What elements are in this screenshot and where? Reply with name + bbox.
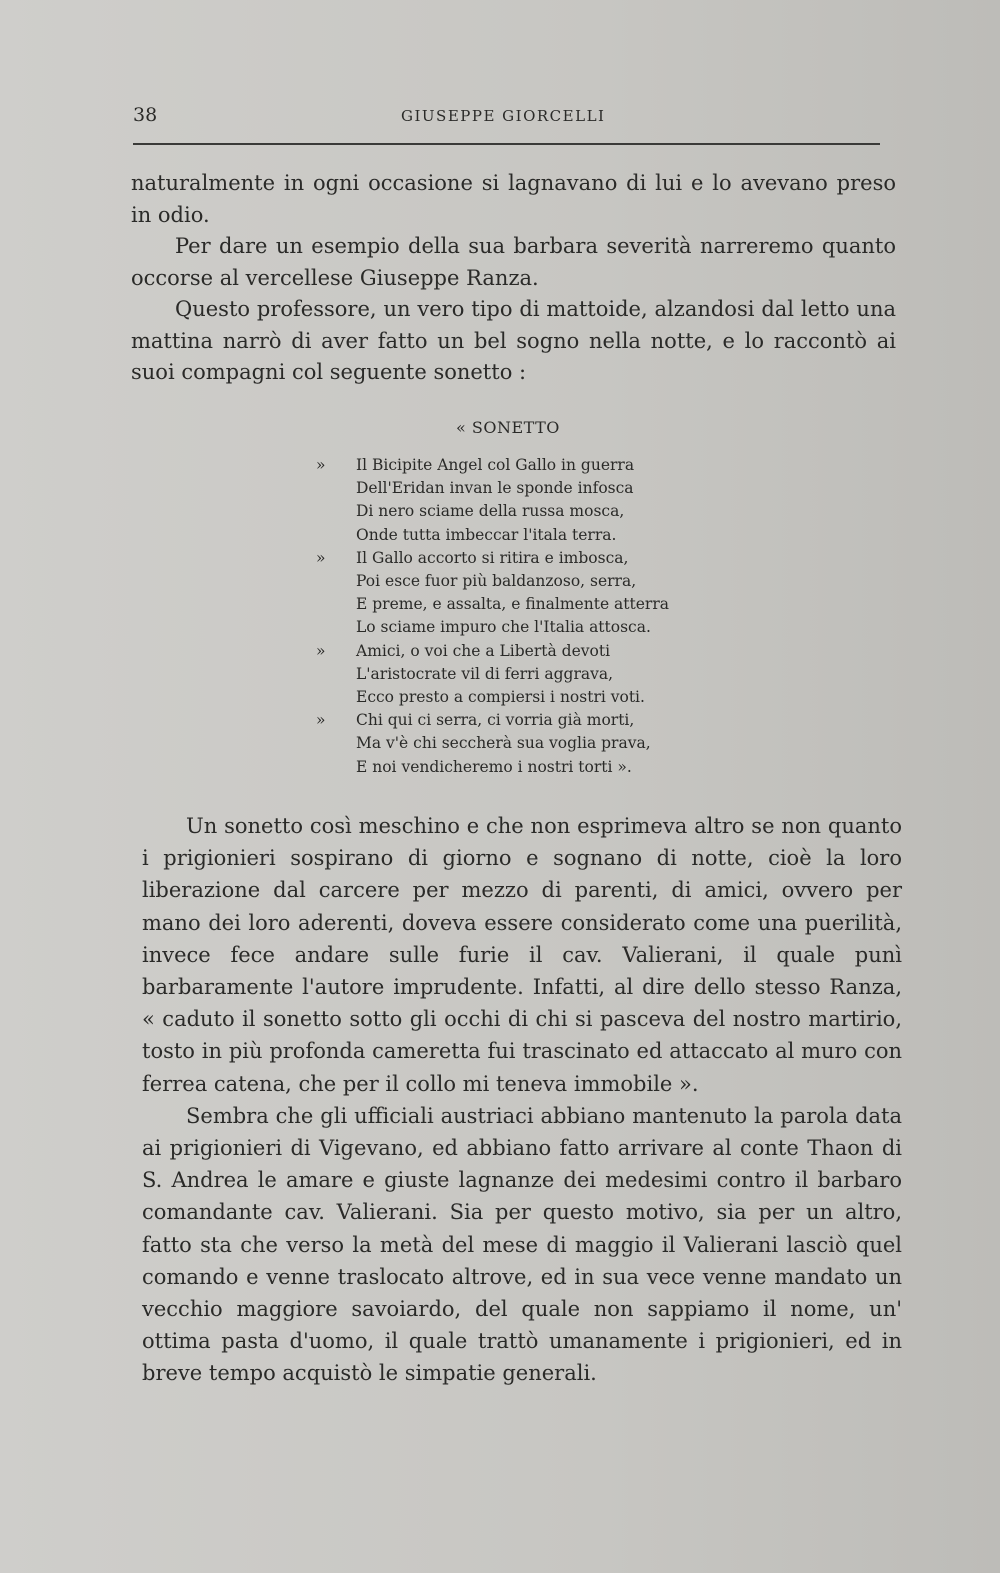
- page-number: 38: [133, 104, 158, 126]
- sonnet-line: [316, 593, 736, 616]
- prose-top: [131, 168, 896, 389]
- sonnet-line: [316, 477, 736, 500]
- paragraph: Sembra che gli ufficiali austriaci abbiano mantenuto la parola data ai prigionieri di Vigevano, ed abbiano fatto arrivare al conte Thaon di S. Andrea le amare e giuste lagnanze dei medesimi contro il barbaro comandante cav. Valierani. Sia per questo motivo, sia per un altro, fatto sta che verso la metà del mese di maggio il Valierani lasciò quel comando e venne traslocato altrove, ed in sua vece venne mandato un vecchio maggiore savoiardo, del quale non sappiamo il nome, un' ottima pasta d'uomo, il quale trattò umanamente i prigionieri, ed in breve tempo acquistò le simpatie generali.: [142, 1103, 902, 1386]
- sonnet-line: [316, 732, 736, 755]
- paragraph: Per dare un esempio della sua barbara severità narreremo quanto occorse al vercellese Giuseppe Ranza.: [131, 234, 896, 290]
- header-rule: [133, 143, 880, 145]
- sonnet-line-text: Chi qui ci serra, ci vorria già morti,: [356, 711, 635, 730]
- sonnet-line: [316, 616, 736, 639]
- stanza-mark: »: [316, 456, 326, 474]
- sonnet-line-text: Onde tutta imbeccar l'itala terra.: [356, 525, 617, 544]
- stanza-mark: »: [316, 548, 326, 567]
- sonnet-line-text: L'aristocrate vil di ferri aggrava,: [356, 664, 614, 683]
- sonnet-line: [316, 570, 736, 593]
- sonnet-line-text: Poi esce fuor più baldanzoso, serra,: [356, 572, 637, 591]
- sonnet-line-text: Amici, o voi che a Libertà devoti: [356, 641, 611, 660]
- paragraph: naturalmente in ogni occasione si lagnavano di lui e lo avevano preso in odio.: [131, 171, 896, 227]
- sonnet-line-text: Di nero sciame della russa mosca,: [356, 502, 625, 521]
- paragraph: Questo professore, un vero tipo di mattoide, alzandosi dal letto una mattina narrò di aver fatto un bel sogno nella notte, e lo raccontò ai suoi compagni col seguente sonetto :: [131, 297, 896, 384]
- sonnet: [316, 454, 736, 779]
- sonnet-line: [316, 524, 736, 547]
- sonnet-line: [316, 547, 736, 570]
- sonnet-line-text: E preme, e assalta, e finalmente atterra: [356, 595, 669, 614]
- stanza-mark: »: [316, 711, 326, 730]
- sonnet-line-text: Il Gallo accorto si ritira e imbosca,: [356, 548, 629, 567]
- sonnet-heading: « SONETTO: [456, 418, 560, 437]
- sonnet-line: [316, 756, 736, 779]
- paragraph: Un sonetto così meschino e che non esprimeva altro se non quanto i prigionieri sospirano di giorno e sognano di notte, cioè la loro liberazione dal carcere per mezzo di parenti, di amici, ovvero per mano dei loro aderenti, doveva essere considerato come una puerilità, invece fece andare sulle furie il cav. Valierani, il quale punì barbaramente l'autore imprudente. Infatti, al dire dello stesso Ranza, « caduto il sonetto sotto gli occhi di chi si pasceva del nostro martirio, tosto in più profonda cameretta fui trascinato ed attaccato al muro con ferrea catena, che per il collo mi teneva immobile ».: [142, 814, 902, 1096]
- running-title: GIUSEPPE GIORCELLI: [401, 107, 606, 125]
- sonnet-line-text: Ecco presto a compiersi i nostri voti.: [356, 688, 645, 707]
- sonnet-line: [316, 709, 736, 732]
- running-head: [133, 104, 880, 132]
- sonnet-line-text: Il Bicipite Angel col Gallo in guerra: [356, 456, 635, 474]
- sonnet-line-text: Ma v'è chi seccherà sua voglia prava,: [356, 734, 651, 753]
- sonnet-line-text: E noi vendicheremo i nostri torti ».: [356, 757, 632, 776]
- sonnet-line-text: Lo sciame impuro che l'Italia attosca.: [356, 618, 651, 637]
- sonnet-line: [316, 663, 736, 686]
- sonnet-line: [316, 500, 736, 523]
- sonnet-line: [316, 640, 736, 663]
- sonnet-line: [316, 686, 736, 709]
- prose-bottom: [142, 810, 902, 1390]
- sonnet-line-text: Dell'Eridan invan le sponde infosca: [356, 479, 634, 498]
- stanza-mark: »: [316, 641, 326, 660]
- sonnet-line: [316, 454, 736, 477]
